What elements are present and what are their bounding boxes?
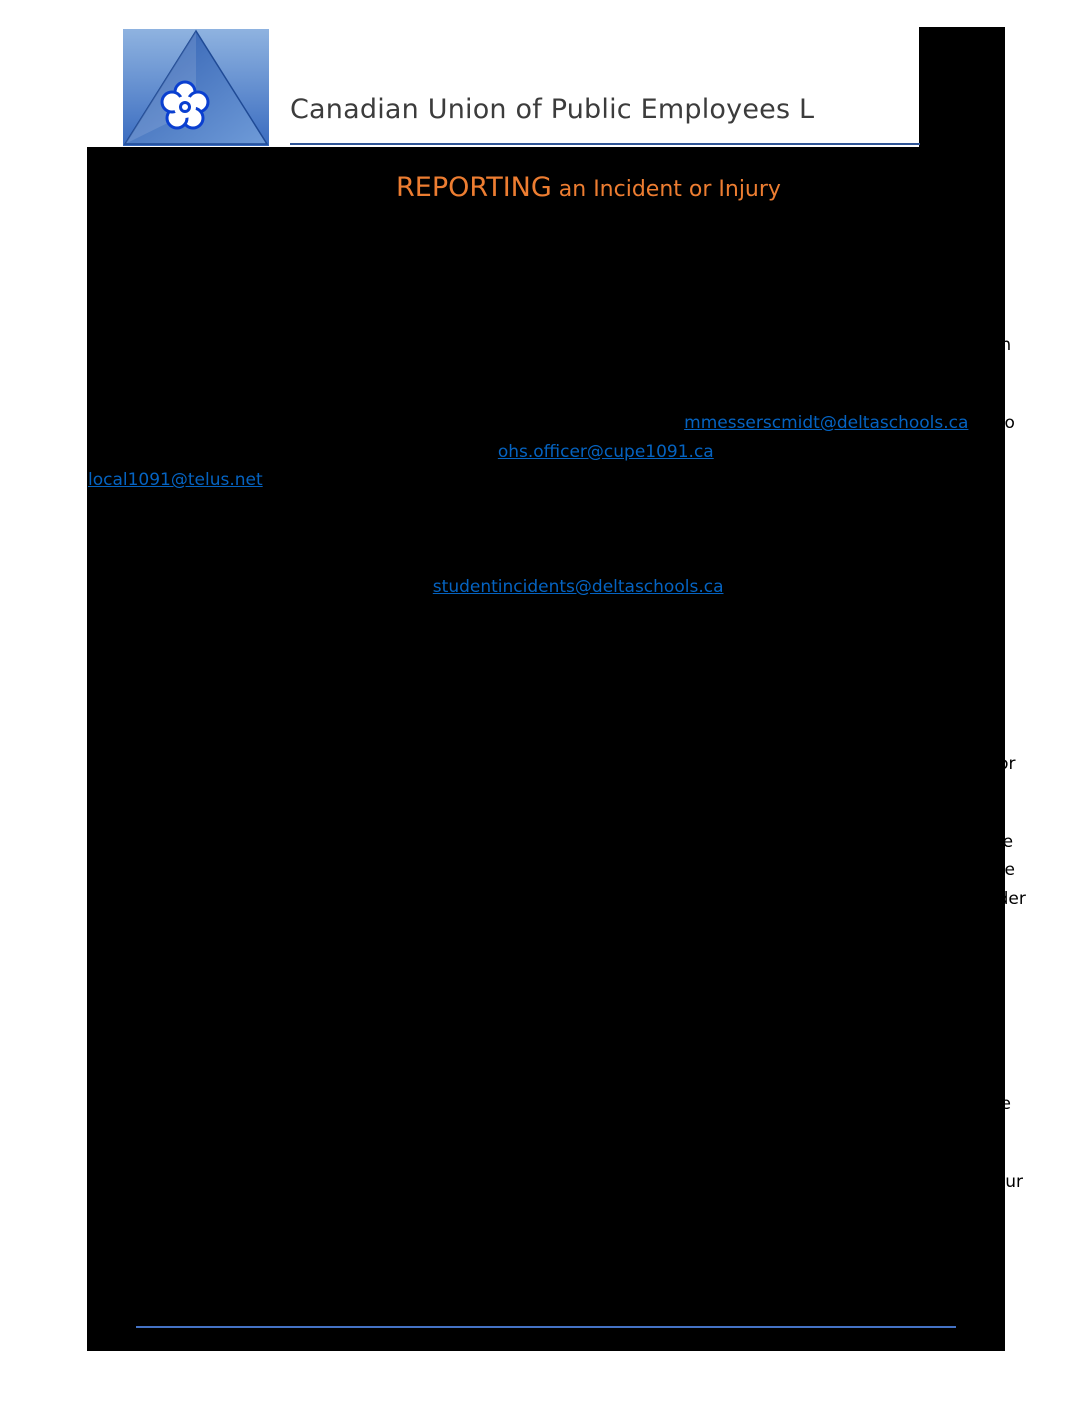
bullet-icon: • (118, 833, 126, 849)
step-5-text-2: must be filled out. Email (686, 548, 906, 568)
bullet-icon: • (118, 1018, 126, 1033)
first-aid-emphasis: First Aid (513, 236, 595, 256)
step-1-label: Step 1 (88, 236, 150, 256)
bullet-text-end: first talk to your Administrator or Supervisor for permission to complete forms after hours. (152, 753, 1016, 802)
step-2-text: - Report the incident to the Administrator or Supervisor and CUPE OH&S Representative (149, 285, 904, 306)
list-item (88, 622, 1028, 651)
footer-divider (136, 1326, 956, 1328)
must-emphasis: MUST (186, 675, 242, 696)
email-link-ohs-officer[interactable]: ohs.officer@cupe1091.ca (497, 441, 714, 462)
list-item (88, 672, 1028, 729)
step-5-label: Step 5 (88, 519, 150, 540)
step-1 (88, 232, 1028, 261)
list-item (88, 828, 1028, 942)
step-4-text: – Email (149, 413, 222, 433)
step-5 (88, 516, 1028, 602)
bullet-icon: • (118, 628, 126, 643)
step-4 (88, 409, 1028, 495)
list-item (88, 1090, 1028, 1147)
must-emphasis: MUST (697, 753, 753, 774)
step-3 (88, 331, 1028, 388)
step-1-text: – If you are injured at your work site seek (149, 236, 514, 256)
bullet-text-end: be completed within 48 hours of workplace injury or illness on company time. (333, 626, 1001, 646)
header-divider (290, 143, 920, 145)
step-5-text-3: to Inclusive Learning at: (217, 576, 433, 597)
email-link-mmesserscmidt[interactable]: mmesserscmidt@deltaschools.ca (684, 413, 969, 433)
document-requirements-list (88, 622, 1028, 942)
step-3-text: - Complete Employee Incident Report form on CLEVR (149, 335, 612, 355)
employee-incident-form-emphasis: Employee Incident form (221, 413, 451, 433)
bullet-icon: • (118, 677, 126, 693)
student-incident-report-emphasis: Student Incident Report (455, 548, 687, 568)
step-4-text-4: or your union office at: (713, 441, 914, 462)
bullet-text: If you are not able to complete forms during your workday, you (152, 753, 698, 774)
bullet-text: You (152, 675, 187, 696)
email-link-local1091[interactable]: local1091@telus.net (88, 470, 263, 490)
title-main: REPORTING (396, 172, 552, 203)
step-6 (88, 963, 1028, 992)
bullet-icon: • (118, 1096, 126, 1111)
step-4-text-3: . Also send employee incident forms to Joanne Gill at: (88, 413, 1015, 462)
title-rest: an Incident or Injury (551, 177, 781, 202)
or-emphasis: OR (611, 335, 646, 355)
document-title (87, 172, 1088, 203)
student-incident-form-emphasis: Student Incident form (88, 548, 982, 597)
bullet-text: If the event was traumatic, ensure your supervisor is aware of how you are feeling and you take care of your mental health; take a break, seek help, reset. Your employer should ensure any unacceptable behaviours are stopped, and the work environment is safe and welcoming. Please see Mental Disorder claims sheet for further information. (152, 831, 1026, 937)
document-content (88, 232, 1028, 1246)
step-7-label: Step 7 (88, 1172, 150, 1192)
list-item (88, 1012, 1028, 1069)
organization-name: Canadian Union of Public Employees L (290, 94, 815, 125)
step-2-label: Step 2 (88, 285, 150, 306)
step-6-label: Step 6 (88, 966, 150, 987)
bullet-text: All documents (152, 626, 279, 646)
bullet-icon: • (118, 755, 126, 771)
step-2 (88, 282, 1028, 311)
dial-a-claim-number: 1-888-WORKERS (1-888-967-5377) (434, 966, 765, 987)
step-3-text-end: ON PAPER (CLEVR user guides available on Teams). Make a copy for yourself and submit a copy to your school administrator or worksite supervisor. (88, 335, 1012, 384)
step-1-text-end: immediately. (594, 236, 709, 256)
bullet-text-end: be provided paid time to complete forms not on your break time. This is WorkSafeBC regulations. (152, 675, 970, 724)
step-7-text: – Go to your doctor immediately and let them know you have been injured or became ill at work. Your doctor is obligated to report to WorkSafeBC (88, 1172, 1024, 1221)
step-3-label: Step 3 (88, 335, 150, 355)
must-emphasis: MUST (278, 626, 334, 646)
step-5-text: – If the employee has been injured by a student at an intensity that would require the employee to also fill out an Employee Incident report, a (88, 519, 998, 568)
step-6-text: - Call WorkSafeBC Dial-A-Claim - (149, 966, 435, 987)
cupe-logo-icon (123, 29, 269, 146)
step-4-label: Step 4 (88, 413, 150, 433)
list-item (88, 750, 1028, 807)
bullet-text: You can fill out WorkSafeBC form 6A but it is easier to call. They will complete forms for you and give you a claim number right away. (152, 1094, 1011, 1143)
worksafebc-claim-list (88, 1012, 1028, 1147)
email-link-studentincidents[interactable]: studentincidents@deltaschools.ca (432, 576, 724, 597)
bullet-text: File a WorkSafeBC claim even if you don’t miss work. Every injury needs to be reported in case of future injury or loss of work. (152, 1016, 982, 1065)
step-4-text-2: to Mike Messerschmidt at: (450, 413, 685, 433)
step-7 (88, 1168, 1028, 1225)
